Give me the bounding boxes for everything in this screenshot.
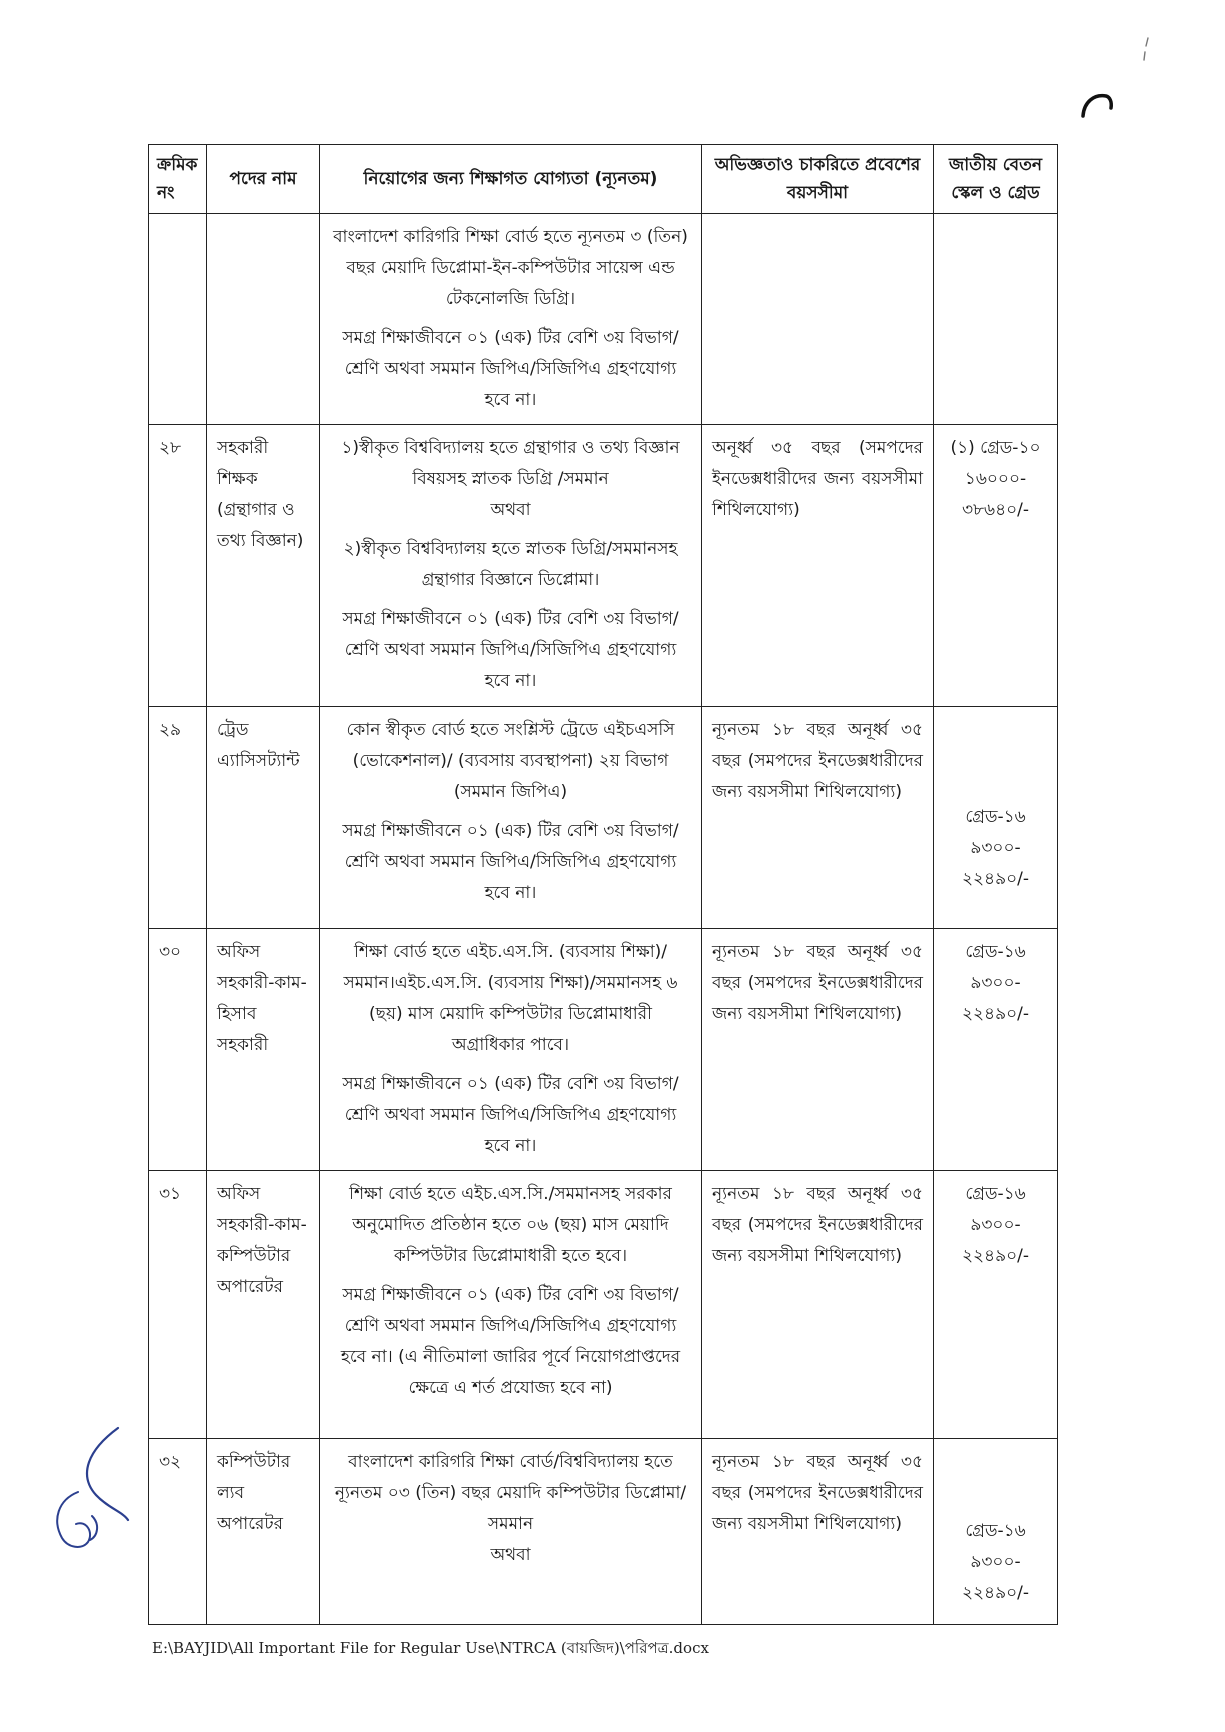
grade-label: গ্রেড-১৬ xyxy=(965,807,1026,827)
row-serial: ২৮ xyxy=(149,425,207,707)
scan-speck xyxy=(1140,36,1154,66)
grade-scale-start: ৯৩০০- xyxy=(970,1552,1021,1572)
qualification-or: অথবা xyxy=(490,500,531,520)
row-serial: ৩১ xyxy=(149,1171,207,1439)
qualification-paragraph: সমগ্র শিক্ষাজীবনে ০১ (এক) টির বেশি ৩য় বিভাগ/শ্রেণি অথবা সমমান জিপিএ/সিজিপিএ গ্রহণযোগ্য হবে না। xyxy=(342,609,679,691)
row-grade xyxy=(934,425,1058,707)
grade-scale-start: ৯৩০০- xyxy=(970,838,1021,858)
row-serial xyxy=(149,214,207,425)
header-qualification: নিয়োগের জন্য শিক্ষাগত যোগ্যতা (ন্যূনতম) xyxy=(320,145,702,214)
row-post: অফিস সহকারী-কাম-হিসাব সহকারী xyxy=(207,929,320,1171)
table-row xyxy=(149,425,1058,707)
qualification-paragraph: বাংলাদেশ কারিগরি শিক্ষা বোর্ড হতে ন্যূনতম ৩ (তিন) বছর মেয়াদি ডিপ্লোমা-ইন-কম্পিউটার সায়েন্স এন্ড টেকনোলজি ডিগ্রি। xyxy=(333,227,688,309)
table-row xyxy=(149,1171,1058,1439)
row-serial: ৩২ xyxy=(149,1439,207,1625)
table-header-row xyxy=(149,145,1058,214)
row-serial: ৩০ xyxy=(149,929,207,1171)
qualification-paragraph: শিক্ষা বোর্ড হতে এইচ.এস.সি./সমমানসহ সরকার অনুমোদিত প্রতিষ্ঠান হতে ০৬ (ছয়) মাস মেয়াদি কম্পিউটার ডিপ্লোমাধারী হতে হবে। xyxy=(349,1184,672,1266)
qualification-paragraph: বাংলাদেশ কারিগরি শিক্ষা বোর্ড/বিশ্ববিদ্যালয় হতে ন্যূনতম ০৩ (তিন) বছর মেয়াদি কম্পিউটার ডিপ্লোমা/সমমান xyxy=(334,1452,687,1534)
row-qualification xyxy=(320,707,702,929)
recruitment-qualification-table xyxy=(148,144,1058,1625)
qualification-paragraph: কোন স্বীকৃত বোর্ড হতে সংশ্লিস্ট ট্রেডে এইচএসসি (ভোকেশনাল)/ (ব্যবসায় ব্যবস্থাপনা) ২য় বিভাগ (সমমান জিপিএ) xyxy=(346,720,675,802)
row-grade xyxy=(934,929,1058,1171)
grade-scale-end: ২২৪৯০/- xyxy=(961,1583,1030,1603)
grade-scale-end: ৩৮৬৪০/- xyxy=(961,500,1030,520)
row-qualification xyxy=(320,1171,702,1439)
row-qualification xyxy=(320,214,702,425)
grade-label: গ্রেড-১৬ xyxy=(965,1521,1026,1541)
grade-label: গ্রেড-১৬ xyxy=(965,942,1026,962)
row-experience: ন্যূনতম ১৮ বছর অনূর্ধ্ব ৩৫ বছর (সমপদের ইনডেক্সধারীদের জন্য বয়সসীমা শিথিলযোগ্য) xyxy=(702,707,934,929)
grade-scale-end: ২২৪৯০/- xyxy=(961,869,1030,889)
table-row xyxy=(149,707,1058,929)
table-row xyxy=(149,1439,1058,1625)
row-grade xyxy=(934,1171,1058,1439)
qualification-paragraph: শিক্ষা বোর্ড হতে এইচ.এস.সি. (ব্যবসায় শিক্ষা)/সমমান।এইচ.এস.সি. (ব্যবসায় শিক্ষা)/সমমানসহ ৬ (ছয়) মাস মেয়াদি কম্পিউটার ডিপ্লোমাধারী অগ্রাধিকার পাবে। xyxy=(343,942,678,1055)
row-qualification xyxy=(320,929,702,1171)
row-post: ট্রেড এ্যাসিসট্যান্ট xyxy=(207,707,320,929)
qualification-paragraph: ২)স্বীকৃত বিশ্ববিদ্যালয় হতে স্নাতক ডিগ্রি/সমমানসহ গ্রন্থাগার বিজ্ঞানে ডিপ্লোমা। xyxy=(343,539,678,590)
row-post: কম্পিউটার ল্যব অপারেটর xyxy=(207,1439,320,1625)
row-post: অফিস সহকারী-কাম-কম্পিউটার অপারেটর xyxy=(207,1171,320,1439)
header-experience: অভিজ্ঞতাও চাকরিতে প্রবেশের বয়সসীমা xyxy=(702,145,934,214)
qualification-or: অথবা xyxy=(490,1545,531,1565)
row-grade xyxy=(934,214,1058,425)
row-qualification xyxy=(320,1439,702,1625)
row-serial: ২৯ xyxy=(149,707,207,929)
qualification-paragraph: সমগ্র শিক্ষাজীবনে ০১ (এক) টির বেশি ৩য় বিভাগ/শ্রেণি অথবা সমমান জিপিএ/সিজিপিএ গ্রহণযোগ্য হবে না। xyxy=(342,328,679,410)
table-row xyxy=(149,214,1058,425)
header-grade: জাতীয় বেতন স্কেল ও গ্রেড xyxy=(934,145,1058,214)
row-experience: ন্যূনতম ১৮ বছর অনূর্ধ্ব ৩৫ বছর (সমপদের ইনডেক্সধারীদের জন্য বয়সসীমা শিথিলযোগ্য) xyxy=(702,929,934,1171)
handwritten-signature xyxy=(48,1420,138,1560)
footer-file-path: E:\BAYJID\All Important File for Regular Use\NTRCA (বায়জিদ)\পরিপত্র.docx xyxy=(152,1639,709,1657)
grade-scale-start: ১৬০০০- xyxy=(964,469,1027,489)
row-experience xyxy=(702,214,934,425)
row-post xyxy=(207,214,320,425)
row-experience: ন্যূনতম ১৮ বছর অনূর্ধ্ব ৩৫ বছর (সমপদের ইনডেক্সধারীদের জন্য বয়সসীমা শিথিলযোগ্য) xyxy=(702,1171,934,1439)
row-experience: ন্যূনতম ১৮ বছর অনূর্ধ্ব ৩৫ বছর (সমপদের ইনডেক্সধারীদের জন্য বয়সসীমা শিথিলযোগ্য) xyxy=(702,1439,934,1625)
header-serial: ক্রমিক নং xyxy=(149,145,207,214)
grade-label: (১) গ্রেড-১০ xyxy=(950,438,1041,458)
row-grade xyxy=(934,707,1058,929)
qualification-paragraph: সমগ্র শিক্ষাজীবনে ০১ (এক) টির বেশি ৩য় বিভাগ/শ্রেণি অথবা সমমান জিপিএ/সিজিপিএ গ্রহণযোগ্য হবে না। xyxy=(342,1074,679,1156)
grade-scale-end: ২২৪৯০/- xyxy=(961,1246,1030,1266)
row-post: সহকারী শিক্ষক (গ্রন্থাগার ও তথ্য বিজ্ঞান) xyxy=(207,425,320,707)
qualification-paragraph: সমগ্র শিক্ষাজীবনে ০১ (এক) টির বেশি ৩য় বিভাগ/শ্রেণি অথবা সমমান জিপিএ/সিজিপিএ গ্রহণযোগ্য হবে না। xyxy=(342,821,679,903)
grade-scale-start: ৯৩০০- xyxy=(970,973,1021,993)
scan-mark xyxy=(1080,90,1114,120)
row-qualification xyxy=(320,425,702,707)
row-grade xyxy=(934,1439,1058,1625)
qualification-paragraph: ১)স্বীকৃত বিশ্ববিদ্যালয় হতে গ্রন্থাগার ও তথ্য বিজ্ঞান বিষয়সহ স্নাতক ডিগ্রি /সমমান xyxy=(341,438,680,489)
table-row xyxy=(149,929,1058,1171)
grade-label: গ্রেড-১৬ xyxy=(965,1184,1026,1204)
row-experience: অনূর্ধ্ব ৩৫ বছর (সমপদের ইনডেক্সধারীদের জন্য বয়সসীমা শিথিলযোগ্য) xyxy=(702,425,934,707)
qualification-paragraph: সমগ্র শিক্ষাজীবনে ০১ (এক) টির বেশি ৩য় বিভাগ/শ্রেণি অথবা সমমান জিপিএ/সিজিপিএ গ্রহণযোগ্য হবে না। (এ নীতিমালা জারির পূর্বে নিয়োগপ্রাপ্তদের ক্ষেত্রে এ শর্ত প্রযোজ্য হবে না) xyxy=(340,1285,681,1398)
grade-scale-end: ২২৪৯০/- xyxy=(961,1004,1030,1024)
header-post: পদের নাম xyxy=(207,145,320,214)
grade-scale-start: ৯৩০০- xyxy=(970,1215,1021,1235)
